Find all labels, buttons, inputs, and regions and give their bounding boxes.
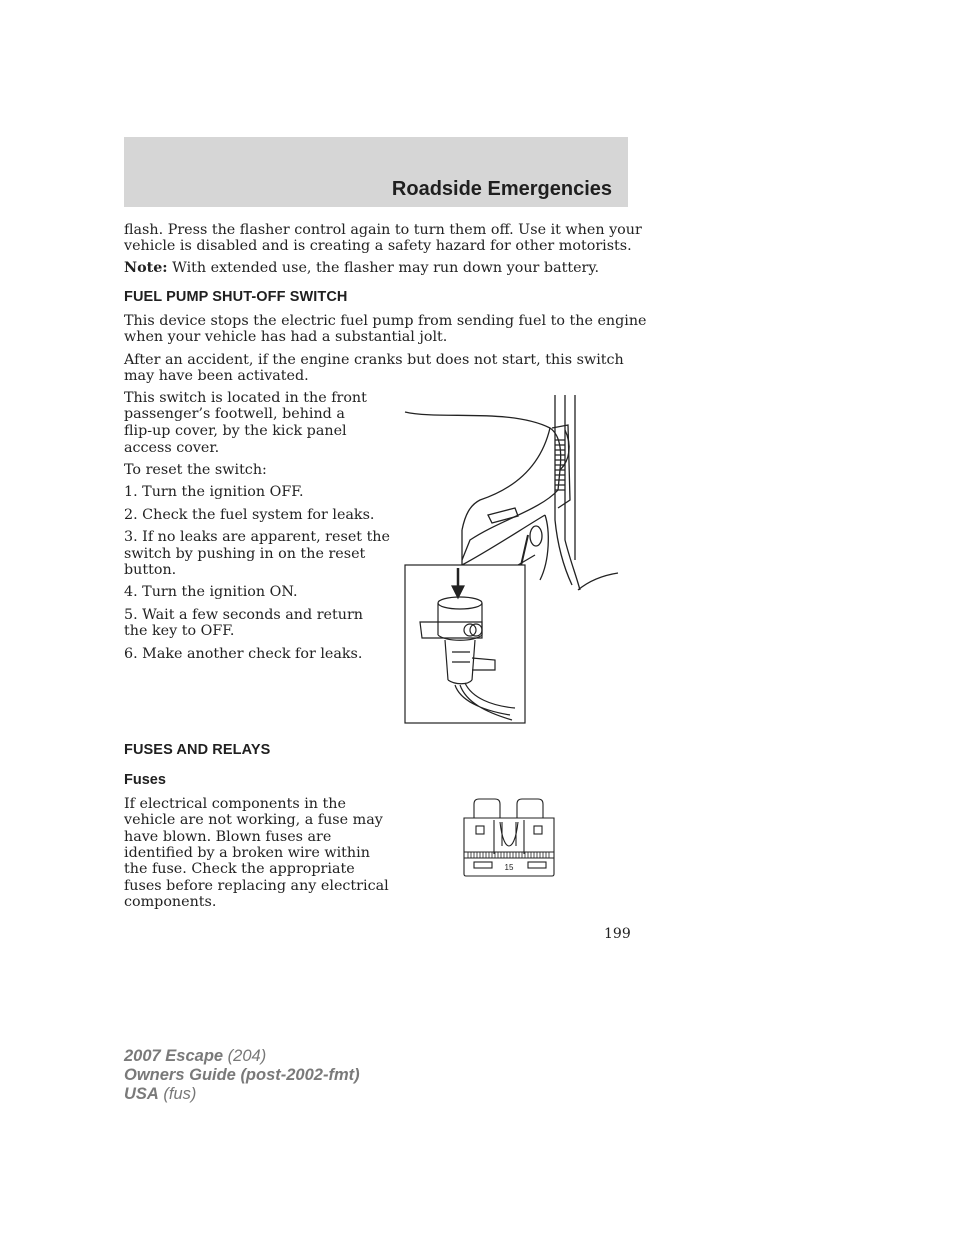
fuses-para-line2: vehicle are not working, a fuse may	[124, 812, 383, 828]
intro-line-2: vehicle is disabled and is creating a safety hazard for other motorists.	[124, 238, 632, 254]
step-3-line3: button.	[124, 562, 177, 578]
step-4: 4. Turn the ignition ON.	[124, 584, 298, 600]
step-1: 1. Turn the ignition OFF.	[124, 484, 304, 500]
step-6: 6. Make another check for leaks.	[124, 646, 363, 662]
fuel-pump-heading: FUEL PUMP SHUT-OFF SWITCH	[124, 289, 348, 305]
step-5-line1: 5. Wait a few seconds and return	[124, 607, 363, 623]
page-number: 199	[604, 926, 631, 942]
footer-model-code: (204)	[223, 1047, 267, 1065]
fuel-para2-line1: After an accident, if the engine cranks but does not start, this switch	[124, 352, 624, 368]
step-5-line2: the key to OFF.	[124, 623, 235, 639]
footwell-illustration	[400, 390, 620, 730]
fuel-para3-line1: This switch is located in the front	[124, 390, 367, 406]
intro-line-1: flash. Press the flasher control again to turn them off. Use it when your	[124, 222, 642, 238]
fuses-relays-heading: FUSES AND RELAYS	[124, 742, 271, 758]
document-footer	[124, 1047, 360, 1104]
step-3-line2: switch by pushing in on the reset	[124, 546, 366, 562]
footer-guide: Owners Guide (post-2002-fmt)	[124, 1066, 360, 1084]
fuse-illustration	[462, 796, 558, 880]
reset-intro: To reset the switch:	[124, 462, 267, 478]
note-text: With extended use, the flasher may run down your battery.	[167, 260, 600, 276]
fuel-para2-line2: may have been activated.	[124, 368, 309, 384]
note-label: Note:	[124, 260, 168, 276]
fuel-para3-line3: flip-up cover, by the kick panel	[124, 423, 347, 439]
fuse-rating-label: 15	[504, 863, 514, 872]
fuel-para1-line1: This device stops the electric fuel pump from sending fuel to the engine	[124, 313, 647, 329]
fuel-para1-line2: when your vehicle has had a substantial jolt.	[124, 329, 448, 345]
fuel-para3-line4: access cover.	[124, 440, 220, 456]
fuses-para-line7: components.	[124, 894, 217, 910]
section-title: Roadside Emergencies	[391, 178, 612, 200]
footer-market: USA	[124, 1085, 159, 1103]
step-3-line1: 3. If no leaks are apparent, reset the	[124, 529, 390, 545]
fuses-para-line3: have blown. Blown fuses are	[124, 829, 332, 845]
note-paragraph	[124, 260, 599, 277]
fuses-para-line5: the fuse. Check the appropriate	[124, 861, 355, 877]
fuses-subheading: Fuses	[124, 772, 166, 788]
footer-model: 2007 Escape	[124, 1047, 224, 1065]
step-2: 2. Check the fuel system for leaks.	[124, 507, 375, 523]
fuses-para-line6: fuses before replacing any electrical	[124, 878, 389, 894]
fuses-para-line1: If electrical components in the	[124, 796, 346, 812]
section-header-band	[124, 137, 628, 207]
footer-market-code: (fus)	[158, 1085, 197, 1103]
fuses-para-line4: identified by a broken wire within	[124, 845, 370, 861]
fuel-para3-line2: passenger’s footwell, behind a	[124, 406, 345, 422]
